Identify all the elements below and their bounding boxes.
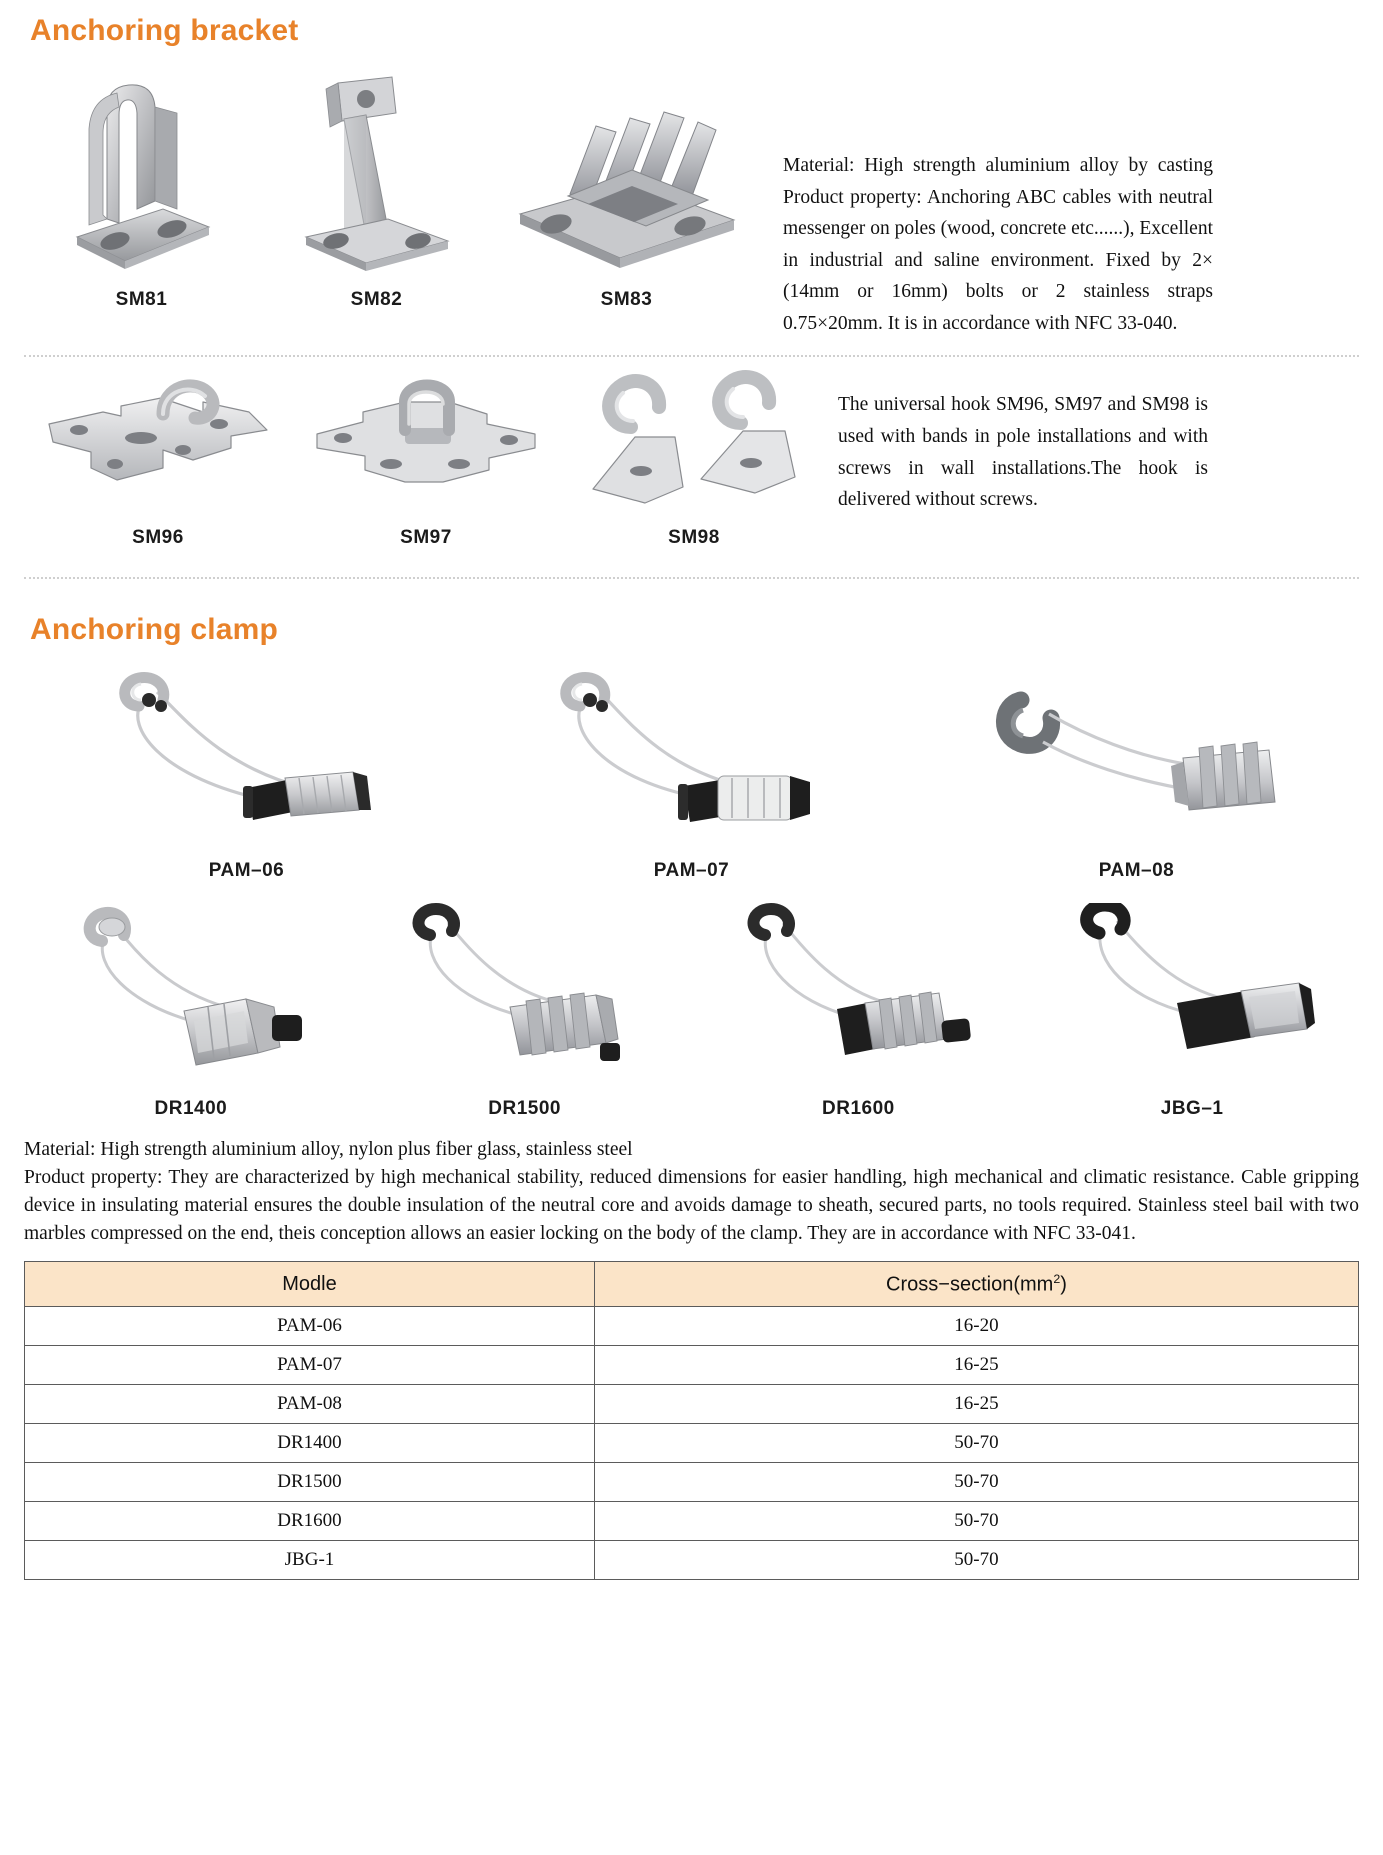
dr1600-figure <box>733 898 983 1088</box>
cell-cross-section: 16-20 <box>594 1307 1358 1346</box>
product-label-sm83: SM83 <box>600 289 653 310</box>
hook-sm96-icon <box>43 372 273 517</box>
cell-model: PAM-06 <box>25 1307 595 1346</box>
bracket-sm83-icon <box>512 74 742 279</box>
product-label-pam-07: PAM–07 <box>653 860 730 882</box>
clamp-description <box>24 1136 1359 1247</box>
product-jbg-1[interactable] <box>1032 898 1352 1120</box>
hook-sm98-icon <box>579 367 809 517</box>
cell-model: PAM-07 <box>25 1346 595 1385</box>
product-sm96[interactable] <box>24 367 292 549</box>
product-dr1500[interactable] <box>365 898 685 1120</box>
dr1400-figure <box>66 898 316 1088</box>
clamp-pam06-icon <box>97 670 397 850</box>
cell-cross-section: 16-25 <box>594 1385 1358 1424</box>
clamp-dr1500-icon <box>400 903 650 1088</box>
clamp-jbg1-icon <box>1067 903 1317 1088</box>
cell-model: DR1600 <box>25 1502 595 1541</box>
sm82-figure <box>292 64 462 279</box>
clamp-description-line-2: Product property: They are characterized by high mechanical stability, reduced dimensions for easier handling, high mechanical and climatic resistance. Cable gripping device in insulating material ensures the double insulation of the neutral core and avoids damage to sheath, secured parts, no tools required. Stainless steel bail with two marbles compressed on the end, theis conception allows an easier locking on the body of the clamp. They are in accordance with NFC 33-041. <box>24 1167 1359 1244</box>
bracket-sm81-icon <box>67 69 217 279</box>
jbg1-figure <box>1067 898 1317 1088</box>
divider-2 <box>24 577 1359 579</box>
section-heading-anchoring-clamp: Anchoring clamp <box>30 613 279 647</box>
cell-model: JBG-1 <box>25 1541 595 1580</box>
bracket-row-2-products <box>24 367 828 549</box>
product-pam-08[interactable] <box>922 665 1352 882</box>
table-header-cross-section-text: Cross−section(mm <box>886 1273 1054 1296</box>
clamp-description-line-1: Material: High strength aluminium alloy, nylon plus fiber glass, stainless steel <box>24 1139 633 1161</box>
product-label-pam-08: PAM–08 <box>1098 860 1175 882</box>
table-header-row <box>25 1262 1359 1307</box>
product-label-dr1600: DR1600 <box>822 1098 895 1120</box>
table-body <box>25 1307 1359 1580</box>
product-label-sm81: SM81 <box>115 289 168 310</box>
cell-model: DR1500 <box>25 1463 595 1502</box>
product-label-sm82: SM82 <box>350 289 403 310</box>
dr1500-figure <box>400 898 650 1088</box>
product-label-sm98: SM98 <box>668 527 720 549</box>
bracket-description-2: The universal hook SM96, SM97 and SM98 is used with bands in pole installations and with screws in wall installations.The hook is delivered without screws. <box>838 394 1208 511</box>
product-sm81[interactable] <box>24 64 259 311</box>
product-sm83[interactable] <box>494 64 759 311</box>
cell-model: DR1400 <box>25 1424 595 1463</box>
product-dr1600[interactable] <box>698 898 1018 1120</box>
cell-cross-section: 50-70 <box>594 1424 1358 1463</box>
table-row <box>25 1346 1359 1385</box>
product-label-dr1400: DR1400 <box>154 1098 228 1120</box>
product-pam-07[interactable] <box>477 665 907 882</box>
table-row <box>25 1463 1359 1502</box>
clamp-row-1 <box>24 665 1359 882</box>
section-heading-anchoring-bracket: Anchoring bracket <box>30 14 299 47</box>
pam07-figure <box>542 665 842 850</box>
table-header-cross-section <box>594 1262 1358 1307</box>
product-pam-06[interactable] <box>32 665 462 882</box>
table-header-cross-section-suffix: ) <box>1060 1273 1067 1296</box>
table-row <box>25 1502 1359 1541</box>
sm83-figure <box>512 64 742 279</box>
product-sm82[interactable] <box>259 64 494 311</box>
bracket-row-2 <box>24 367 1359 549</box>
product-label-sm97: SM97 <box>400 527 452 549</box>
cell-cross-section: 50-70 <box>594 1463 1358 1502</box>
product-sm97[interactable] <box>292 367 560 549</box>
product-label-jbg-1: JBG–1 <box>1160 1098 1224 1120</box>
table-row <box>25 1307 1359 1346</box>
bracket-row-1 <box>24 64 1359 339</box>
clamp-spec-table <box>24 1261 1359 1580</box>
pam06-figure <box>97 665 397 850</box>
product-dr1400[interactable] <box>31 898 351 1120</box>
table-header-cross-section-exponent: 2 <box>1053 1271 1061 1286</box>
sm97-figure <box>309 367 544 517</box>
table-row <box>25 1541 1359 1580</box>
clamp-dr1400-icon <box>66 903 316 1088</box>
cell-model: PAM-08 <box>25 1385 595 1424</box>
bracket-sm82-icon <box>292 69 462 279</box>
cell-cross-section: 50-70 <box>594 1502 1358 1541</box>
divider-1 <box>24 355 1359 357</box>
pam08-figure <box>987 665 1287 850</box>
clamp-dr1600-icon <box>733 903 983 1088</box>
bracket-row-1-products <box>24 64 759 311</box>
cell-cross-section: 50-70 <box>594 1541 1358 1580</box>
product-label-sm96: SM96 <box>132 527 184 549</box>
product-sm98[interactable] <box>560 367 828 549</box>
table-row <box>25 1385 1359 1424</box>
table-header-model: Modle <box>25 1262 595 1307</box>
bracket-description-1: Material: High strength aluminium alloy by casting Product property: Anchoring ABC cables with neutral messenger on poles (wood, concrete etc......), Excellent in industrial and saline environment. Fixed by 2× (14mm or 16mm) bolts or 2 stainless straps 0.75×20mm. It is in accordance with NFC 33-040. <box>783 155 1213 334</box>
sm96-figure <box>43 367 273 517</box>
clamp-pam08-icon <box>987 670 1287 850</box>
clamp-row-2 <box>24 898 1359 1120</box>
sm81-figure <box>67 64 217 279</box>
product-label-pam-06: PAM–06 <box>208 860 285 882</box>
product-label-dr1500: DR1500 <box>488 1098 561 1120</box>
hook-sm97-icon <box>309 372 544 517</box>
clamp-pam07-icon <box>542 670 842 850</box>
cell-cross-section: 16-25 <box>594 1346 1358 1385</box>
table-row <box>25 1424 1359 1463</box>
sm98-figure <box>579 367 809 517</box>
